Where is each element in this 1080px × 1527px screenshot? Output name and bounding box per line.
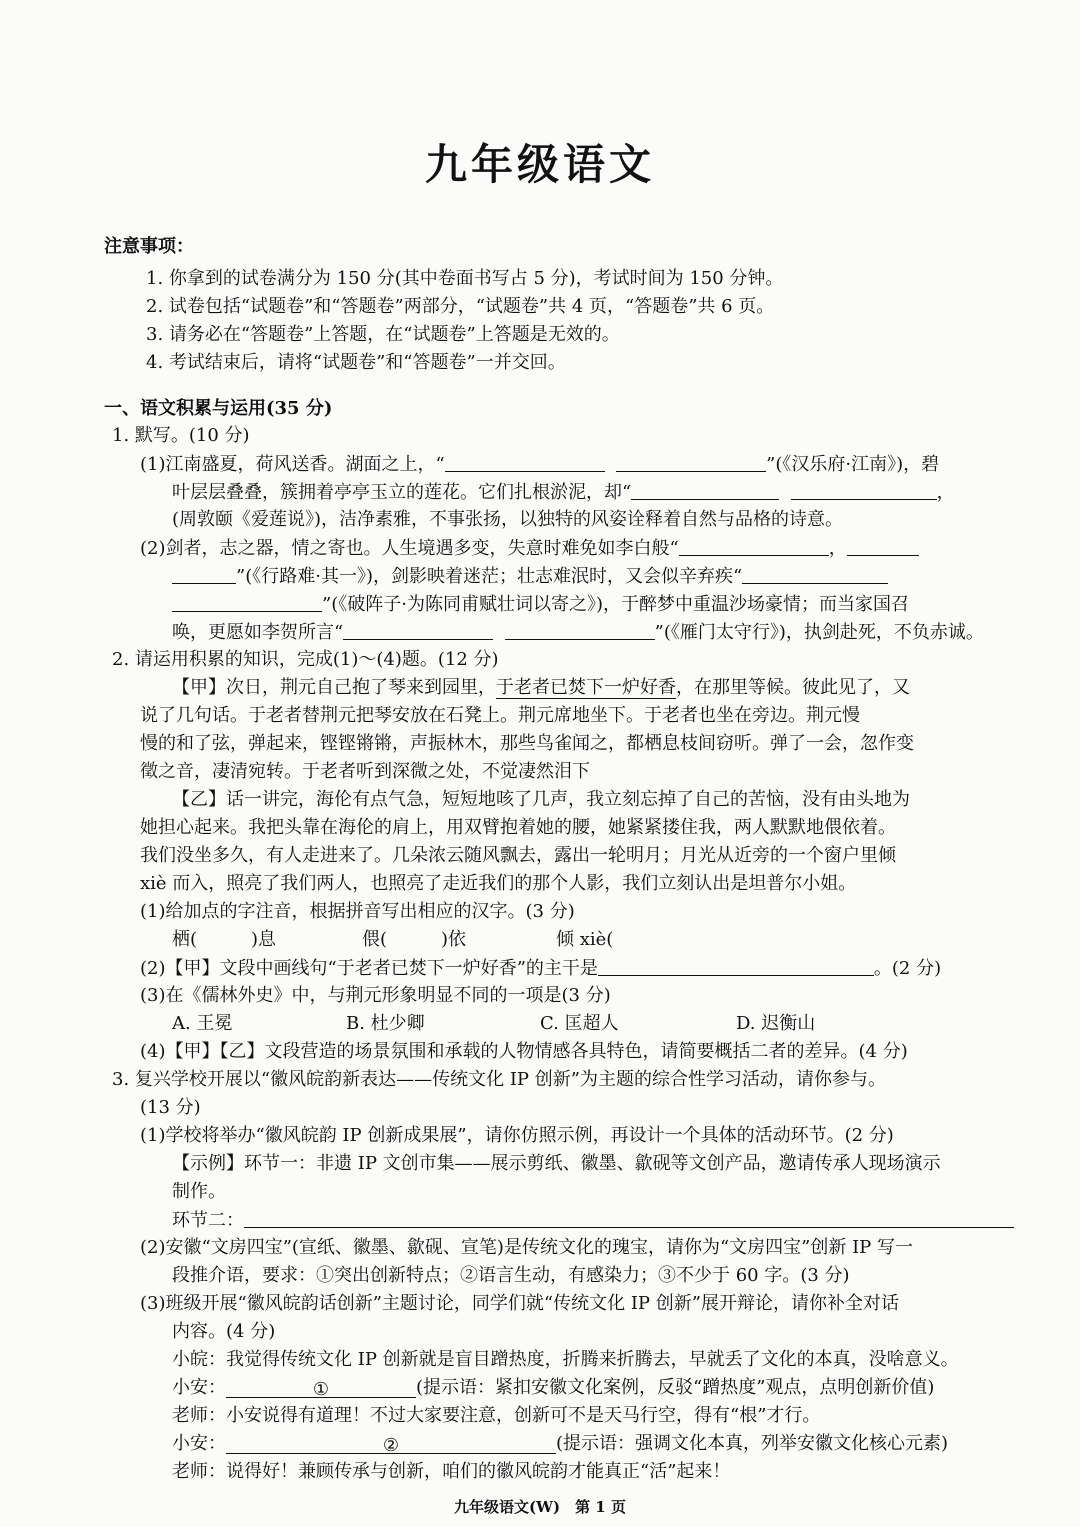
- answer-blank[interactable]: [445, 451, 605, 472]
- passage-yi-line1: [172, 787, 910, 813]
- answer-blank[interactable]: [791, 479, 937, 500]
- dialogue-line: [172, 1375, 934, 1401]
- q1-p2-text: ”(《行路难·其一》)，剑影映着迷茫；壮志难泯时，又会似辛弃疾“: [236, 566, 743, 587]
- passage-jia-line: 说了几句话。于老者替荆元把琴安放在石凳上。荆元席地坐下。于老者也坐在旁边。荆元慢: [140, 705, 860, 726]
- passage-label: 【乙】: [172, 789, 226, 810]
- q1-title: 1. 默写。(10 分): [112, 425, 250, 446]
- answer-blank[interactable]: [616, 451, 766, 472]
- q2-sub3: (3)在《儒林外史》中，与荆元形象明显不同的一项是(3 分): [140, 985, 611, 1006]
- notice-heading: 注意事项：: [104, 236, 194, 257]
- dialogue-line: 老师：说得好！兼顾传承与创新，咱们的徽风皖韵才能真正“活”起来！: [172, 1461, 731, 1482]
- q1-p2-text: (2)剑者，志之器，情之寄也。人生境遇多变，失意时难免如李白般“: [140, 538, 679, 559]
- q1-p2-line2: [172, 563, 888, 590]
- blank-marker: ①: [312, 1379, 330, 1400]
- q3-sub3-line2: 内容。(4 分): [172, 1321, 276, 1342]
- q2-sub2: [140, 955, 941, 982]
- pinyin-item-2[interactable]: 偎( )依: [362, 929, 467, 950]
- underlined-sentence: 于老者已焚下一炉好香: [496, 677, 676, 698]
- answer-blank[interactable]: [742, 563, 888, 584]
- answer-blank[interactable]: [343, 619, 493, 640]
- answer-blank[interactable]: [172, 591, 322, 612]
- q1-p1-line3: (周敦颐《爱莲说》)，洁净素雅，不事张扬，以独特的风姿诠释着自然与品格的诗意。: [172, 509, 844, 530]
- option-c[interactable]: C. 匡超人: [540, 1013, 619, 1034]
- q3-step2-label: 环节二：: [172, 1210, 244, 1231]
- page-title: 九年级语文: [424, 140, 655, 189]
- passage-text: 话一讲完，海伦有点气急，短短地咳了几声，我立刻忘掉了自己的苦恼，没有由头地为: [226, 789, 910, 810]
- hint-text: (提示语：强调文化本真，列举安徽文化核心元素): [556, 1433, 949, 1454]
- option-a[interactable]: A. 王冕: [172, 1013, 233, 1034]
- q2-sub2-text: (2)【甲】文段中画线句“于老者已焚下一炉好香”的主干是: [140, 958, 598, 979]
- passage-jia-line: 慢的和了弦，弹起来，铿铿锵锵，声振林木，那些鸟雀闻之，都栖息枝间窃听。弹了一会，忽作变: [140, 733, 914, 754]
- q2-title: 2. 请运用积累的知识，完成(1)～(4)题。(12 分): [112, 649, 499, 670]
- q3-example-line1: 【示例】环节一：非遗 IP 文创市集——展示剪纸、徽墨、歙砚等文创产品，邀请传承人现场演示: [172, 1153, 941, 1174]
- q3-sub2-line1: (2)安徽“文房四宝”(宣纸、徽墨、歙砚、宣笔)是传统文化的瑰宝，请你为“文房四宝”创新 IP 写一: [140, 1237, 914, 1258]
- passage-label: 【甲】: [172, 677, 226, 698]
- speaker-label: 小安：: [172, 1433, 226, 1454]
- q1-p2-line3: [172, 591, 909, 618]
- dialogue-line: 老师：小安说得有道理！不过大家要注意，创新可不是天马行空，得有“根”才行。: [172, 1405, 821, 1426]
- passage-jia-line1: [172, 675, 910, 701]
- passage-yi-line: 我们没坐多久，有人走进来了。几朵浓云随风飘去，露出一轮明月；月光从近旁的一个窗户里倾: [140, 845, 896, 866]
- q3-title: 3. 复兴学校开展以“徽风皖韵新表达——传统文化 IP 创新”为主题的综合性学习活动，请你参与。: [112, 1069, 886, 1090]
- passage-text: 次日，荆元自己抱了琴来到园里，: [226, 677, 496, 698]
- answer-blank[interactable]: [226, 1377, 416, 1398]
- notice-item: 3. 请务必在“答题卷”上答题，在“试题卷”上答题是无效的。: [146, 324, 620, 345]
- dialogue-line: 小皖：我觉得传统文化 IP 创新就是盲目蹭热度，折腾来折腾去，早就丢了文化的本真，没啥意义。: [172, 1349, 959, 1370]
- q2-sub4: (4)【甲】【乙】文段营造的场景氛围和承载的人物情感各具特色，请简要概括二者的差异。(4 分): [140, 1041, 908, 1062]
- notice-item: 1. 你拿到的试卷满分为 150 分(其中卷面书写占 5 分)，考试时间为 150 分钟。: [146, 268, 784, 289]
- option-d[interactable]: D. 迟衡山: [736, 1013, 816, 1034]
- blank-marker: ②: [382, 1435, 400, 1456]
- passage-jia-line: 徵之音，凄清宛转。于老者听到深微之处，不觉凄然泪下: [140, 761, 590, 782]
- answer-blank[interactable]: [631, 479, 779, 500]
- page-footer: 九年级语文(W) 第 1 页: [454, 1498, 626, 1516]
- q3-sub1: (1)学校将举办“徽风皖韵 IP 创新成果展”，请你仿照示例，再设计一个具体的活动环节。(2 分): [140, 1125, 894, 1146]
- notice-item: 4. 考试结束后，请将“试题卷”和“答题卷”一并交回。: [146, 352, 566, 373]
- q1-p1-text: (1)江南盛夏，荷风送香。湖面之上，“: [140, 454, 445, 475]
- q1-p1-punct: ，: [936, 482, 955, 503]
- q3-step2: [172, 1207, 1014, 1234]
- q1-p2-line4: [172, 619, 984, 646]
- notice-item: 2. 试卷包括“试题卷”和“答题卷”两部分，“试题卷”共 4 页，“答题卷”共 6 页。: [146, 296, 775, 317]
- q1-p1-text: 叶层层叠叠，簇拥着亭亭玉立的莲花。它们扎根淤泥，却“: [172, 482, 632, 503]
- q3-score: (13 分): [140, 1097, 201, 1118]
- answer-blank[interactable]: [244, 1207, 1014, 1228]
- pinyin-item-1[interactable]: 栖( )息: [172, 929, 277, 950]
- answer-blank[interactable]: [598, 955, 874, 976]
- q1-p2-line1: [140, 535, 919, 562]
- passage-text: ，在那里等候。彼此见了，又: [676, 677, 910, 698]
- answer-blank[interactable]: [679, 535, 829, 556]
- section-heading: 一、语文积累与运用(35 分): [104, 398, 333, 419]
- pinyin-item-3[interactable]: 倾 xiè(: [556, 929, 614, 950]
- q3-sub3-line1: (3)班级开展“徽风皖韵话创新”主题讨论，同学们就“传统文化 IP 创新”展开辩论，请你补全对话: [140, 1293, 899, 1314]
- q1-p2-source: ”(《雁门太守行》)，执剑赴死，不负赤诚。: [654, 622, 984, 643]
- q2-sub1: (1)给加点的字注音，根据拼音写出相应的汉字。(3 分): [140, 901, 575, 922]
- hint-text: (提示语：紧扣安徽文化案例，反驳“蹭热度”观点，点明创新价值): [416, 1377, 935, 1398]
- answer-blank[interactable]: [847, 535, 919, 556]
- q1-p1-line1: [140, 451, 939, 478]
- q3-example-line2: 制作。: [172, 1181, 226, 1202]
- q2-sub2-score: 。(2 分): [873, 958, 942, 979]
- answer-blank[interactable]: [226, 1433, 556, 1454]
- passage-yi-line: 她担心起来。我把头靠在海伦的肩上，用双臂抱着她的腰，她紧紧搂住我，两人默默地偎依着。: [140, 817, 896, 838]
- q1-p1-source: ”(《汉乐府·江南》)，碧: [766, 454, 940, 475]
- answer-blank[interactable]: [505, 619, 655, 640]
- passage-yi-line: xiè 而入，照亮了我们两人，也照亮了走近我们的那个人影，我们立刻认出是坦普尔小姐。: [140, 873, 857, 894]
- q1-p2-text: ”(《破阵子·为陈同甫赋壮词以寄之》)，于醉梦中重温沙场豪情；而当家国召: [322, 594, 909, 615]
- q3-sub2-line2: 段推介语，要求：①突出创新特点；②语言生动，有感染力；③不少于 60 字。(3 分): [172, 1265, 850, 1286]
- answer-blank[interactable]: [172, 563, 236, 584]
- q1-p1-line2: [172, 479, 955, 506]
- q1-p2-text: 唤，更愿如李贺所言“: [172, 622, 344, 643]
- option-b[interactable]: B. 杜少卿: [346, 1013, 425, 1034]
- dialogue-line: [172, 1431, 948, 1457]
- speaker-label: 小安：: [172, 1377, 226, 1398]
- q1-p2-punct: ，: [828, 538, 847, 559]
